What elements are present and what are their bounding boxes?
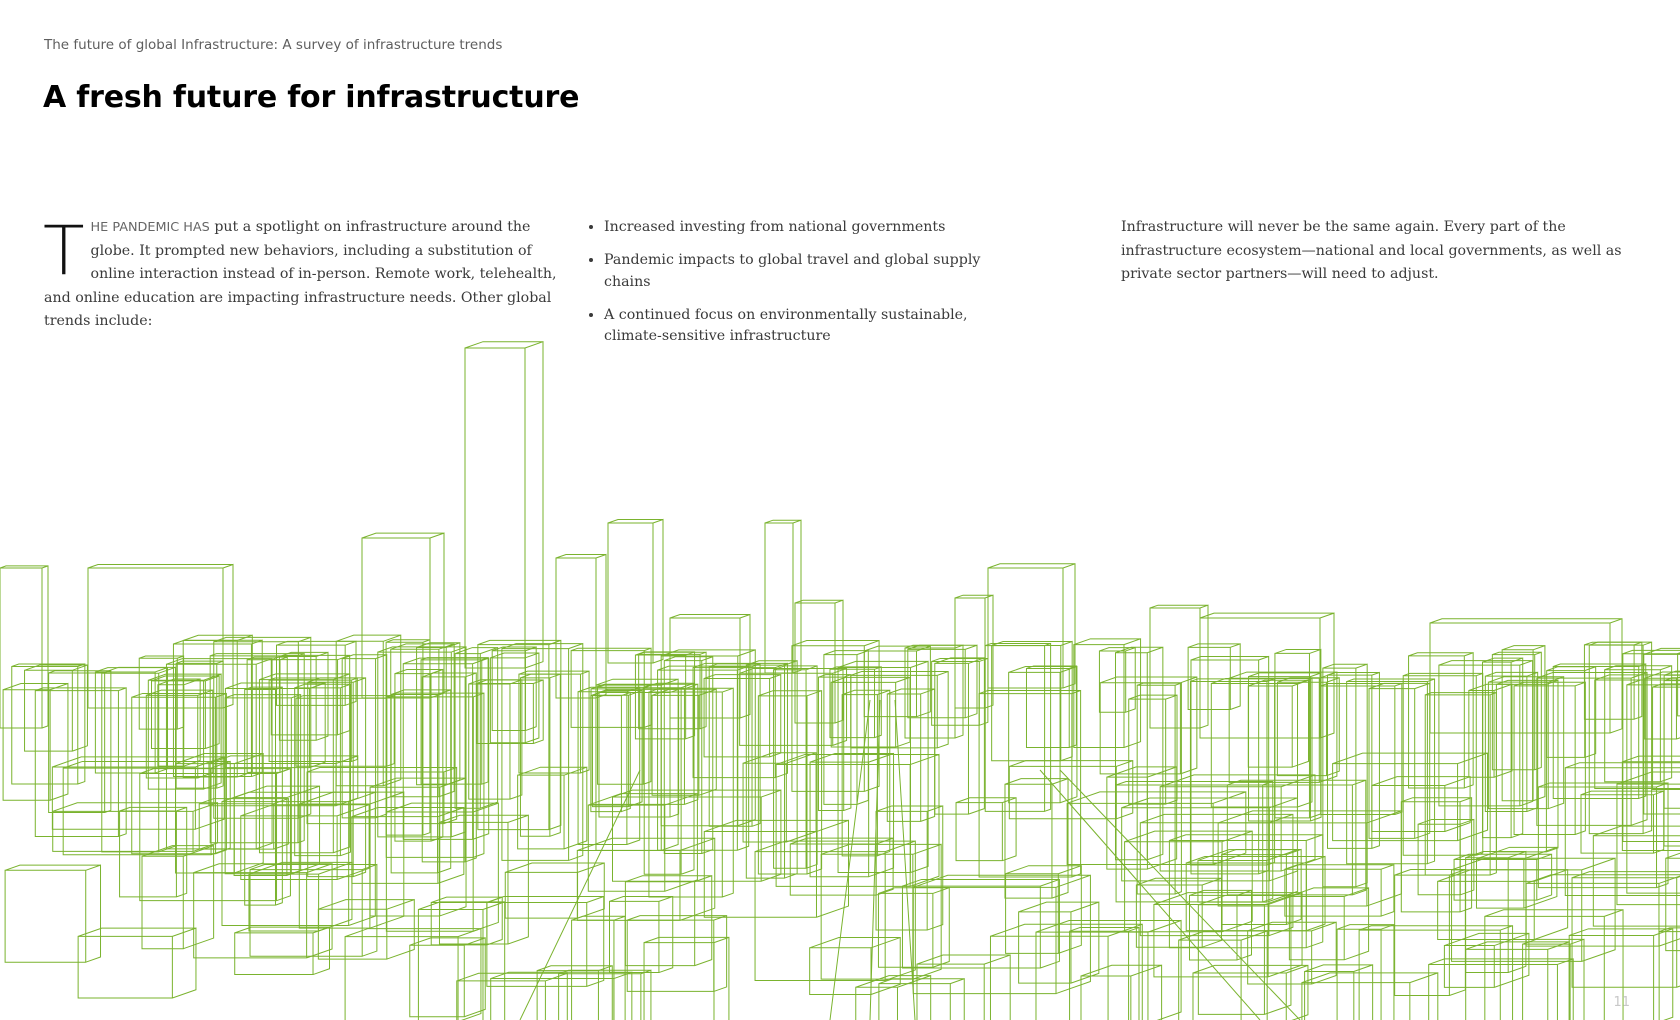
page-title: A fresh future for infrastructure xyxy=(43,80,580,115)
trend-item: • A continued focus on environmentally sustainable, climate-sensitive infrastructure xyxy=(604,305,1006,348)
trend-item: • Increased investing from national governments xyxy=(604,217,1006,239)
drop-cap: T xyxy=(43,212,85,291)
page-number: 11 xyxy=(1613,995,1630,1010)
trend-item: • Pandemic impacts to global travel and global supply chains xyxy=(604,250,1006,293)
intro-paragraph xyxy=(43,212,559,334)
lead-in-caps: HE PANDEMIC HAS xyxy=(90,220,210,235)
intro-text: put a spotlight on infrastructure around the globe. It prompted new behaviors, including a substitution of online interaction instead of in-person. Remote work, telehealth, and online education are impacting infrastructure needs. Other global trends include: xyxy=(44,219,557,329)
trends-list-column xyxy=(586,217,1006,359)
trends-list xyxy=(586,217,1006,348)
document-header-subtitle: The future of global Infrastructure: A survey of infrastructure trends xyxy=(44,37,503,53)
building-wireframes xyxy=(0,342,1680,1020)
conclusion-paragraph: Infrastructure will never be the same again. Every part of the infrastructure ecosystem—national and local governments, as well as private sector partners—will need to adjust. xyxy=(1121,219,1622,282)
wireframe-cityscape-illustration xyxy=(0,340,1680,1020)
